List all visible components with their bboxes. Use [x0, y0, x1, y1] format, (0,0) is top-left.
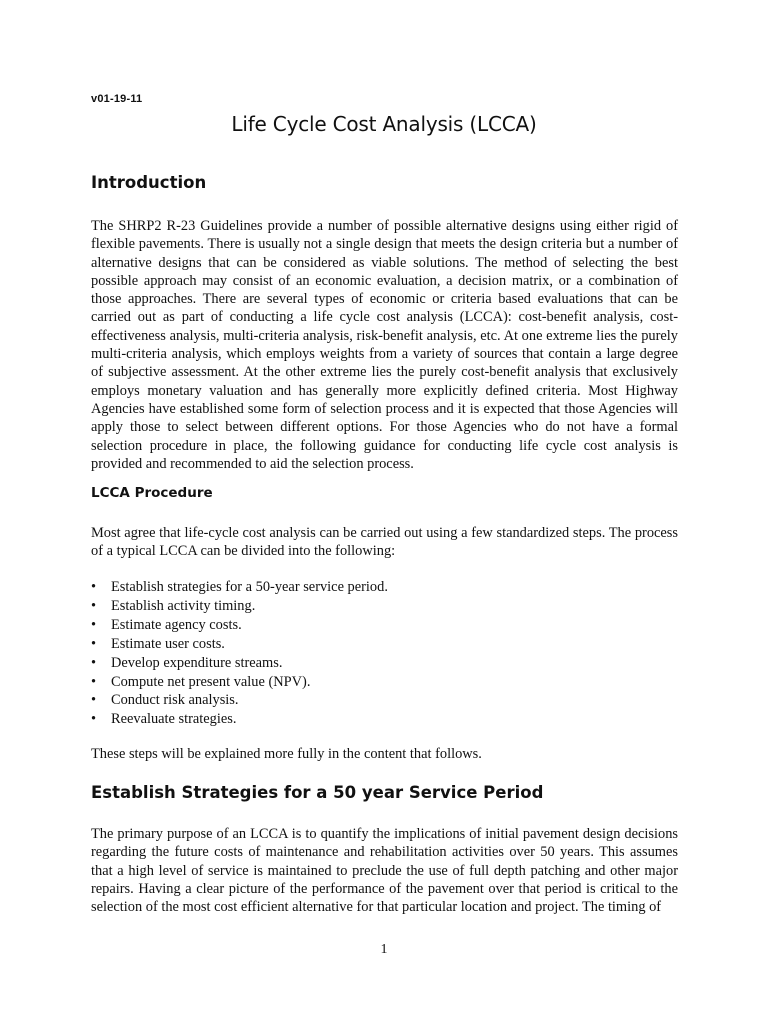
version-label: v01-19-11 [91, 93, 143, 105]
procedure-intro-paragraph: Most agree that life-cycle cost analysis can be carried out using a few standardized steps. The process of a typical LCCA can be divided into the following: [91, 525, 678, 560]
document-title: Life Cycle Cost Analysis (LCCA) [231, 112, 537, 136]
step-text: Estimate user costs. [111, 635, 225, 652]
procedure-outro-paragraph: These steps will be explained more fully in the content that follows. [91, 746, 482, 762]
list-item [91, 635, 678, 654]
step-text: Develop expenditure streams. [111, 654, 283, 671]
bullet-icon: • [91, 579, 97, 595]
introduction-heading: Introduction [91, 173, 207, 192]
bullet-icon: • [91, 654, 97, 671]
procedure-steps-list [91, 578, 678, 729]
list-item [91, 578, 678, 597]
list-item [91, 597, 678, 616]
bullet-icon: • [91, 711, 97, 728]
step-text: Conduct risk analysis. [111, 692, 239, 709]
bullet-icon: • [91, 673, 97, 690]
list-item [91, 616, 678, 635]
list-item [91, 654, 678, 673]
step-text: Establish activity timing. [111, 597, 256, 614]
strategies-heading: Establish Strategies for a 50 year Service Period [91, 783, 544, 802]
page-number: 1 [380, 942, 388, 957]
bullet-icon: • [91, 635, 97, 652]
procedure-heading: LCCA Procedure [91, 485, 213, 501]
list-item [91, 673, 678, 692]
step-text: Estimate agency costs. [111, 616, 242, 633]
step-text: Establish strategies for a 50-year service period. [111, 579, 388, 595]
list-item [91, 691, 678, 710]
step-text: Reevaluate strategies. [111, 711, 237, 728]
bullet-icon: • [91, 692, 97, 709]
introduction-paragraph: The SHRP2 R-23 Guidelines provide a number of possible alternative designs using either rigid of flexible pavements. There is usually not a single design that meets the design criteria but a number of alternative designs that can be considered as viable solutions. The method of selecting the best possible approach may consist of an economic evaluation, a decision matrix, or a combination of those approaches. There are several types of economic or criteria based evaluations that can be carried out as part of conducting a life cycle cost analysis (LCCA): cost-benefit analysis, cost-effectiveness analysis, multi-criteria analysis, risk-benefit analysis, etc. At one extreme lies the purely multi-criteria analysis, which employs weights from a variety of sources that contain a large degree of subjective assessment. At the other extreme lies the purely cost-benefit analysis that exclusively employs monetary valuation and has generally more explicitly defined criteria. Most Highway Agencies have established some form of selection process and it is expected that those Agencies will apply those to select between different options. For those Agencies who do not have a formal selection procedure in place, the following guidance for conducting life cycle cost analysis is provided and recommended to aid the selection process. [91, 218, 678, 472]
strategies-paragraph: The primary purpose of an LCCA is to quantify the implications of initial pavement design decisions regarding the future costs of maintenance and rehabilitation activities over 50 years. This assumes that a high level of service is maintained to preclude the use of full depth patching and other major repairs. Having a clear picture of the performance of the pavement over that period is critical to the selection of the most cost efficient alternative for that particular location and project. The timing of [91, 826, 678, 916]
list-item [91, 710, 678, 729]
bullet-icon: • [91, 616, 97, 633]
bullet-icon: • [91, 597, 97, 614]
step-text: Compute net present value (NPV). [111, 673, 311, 690]
